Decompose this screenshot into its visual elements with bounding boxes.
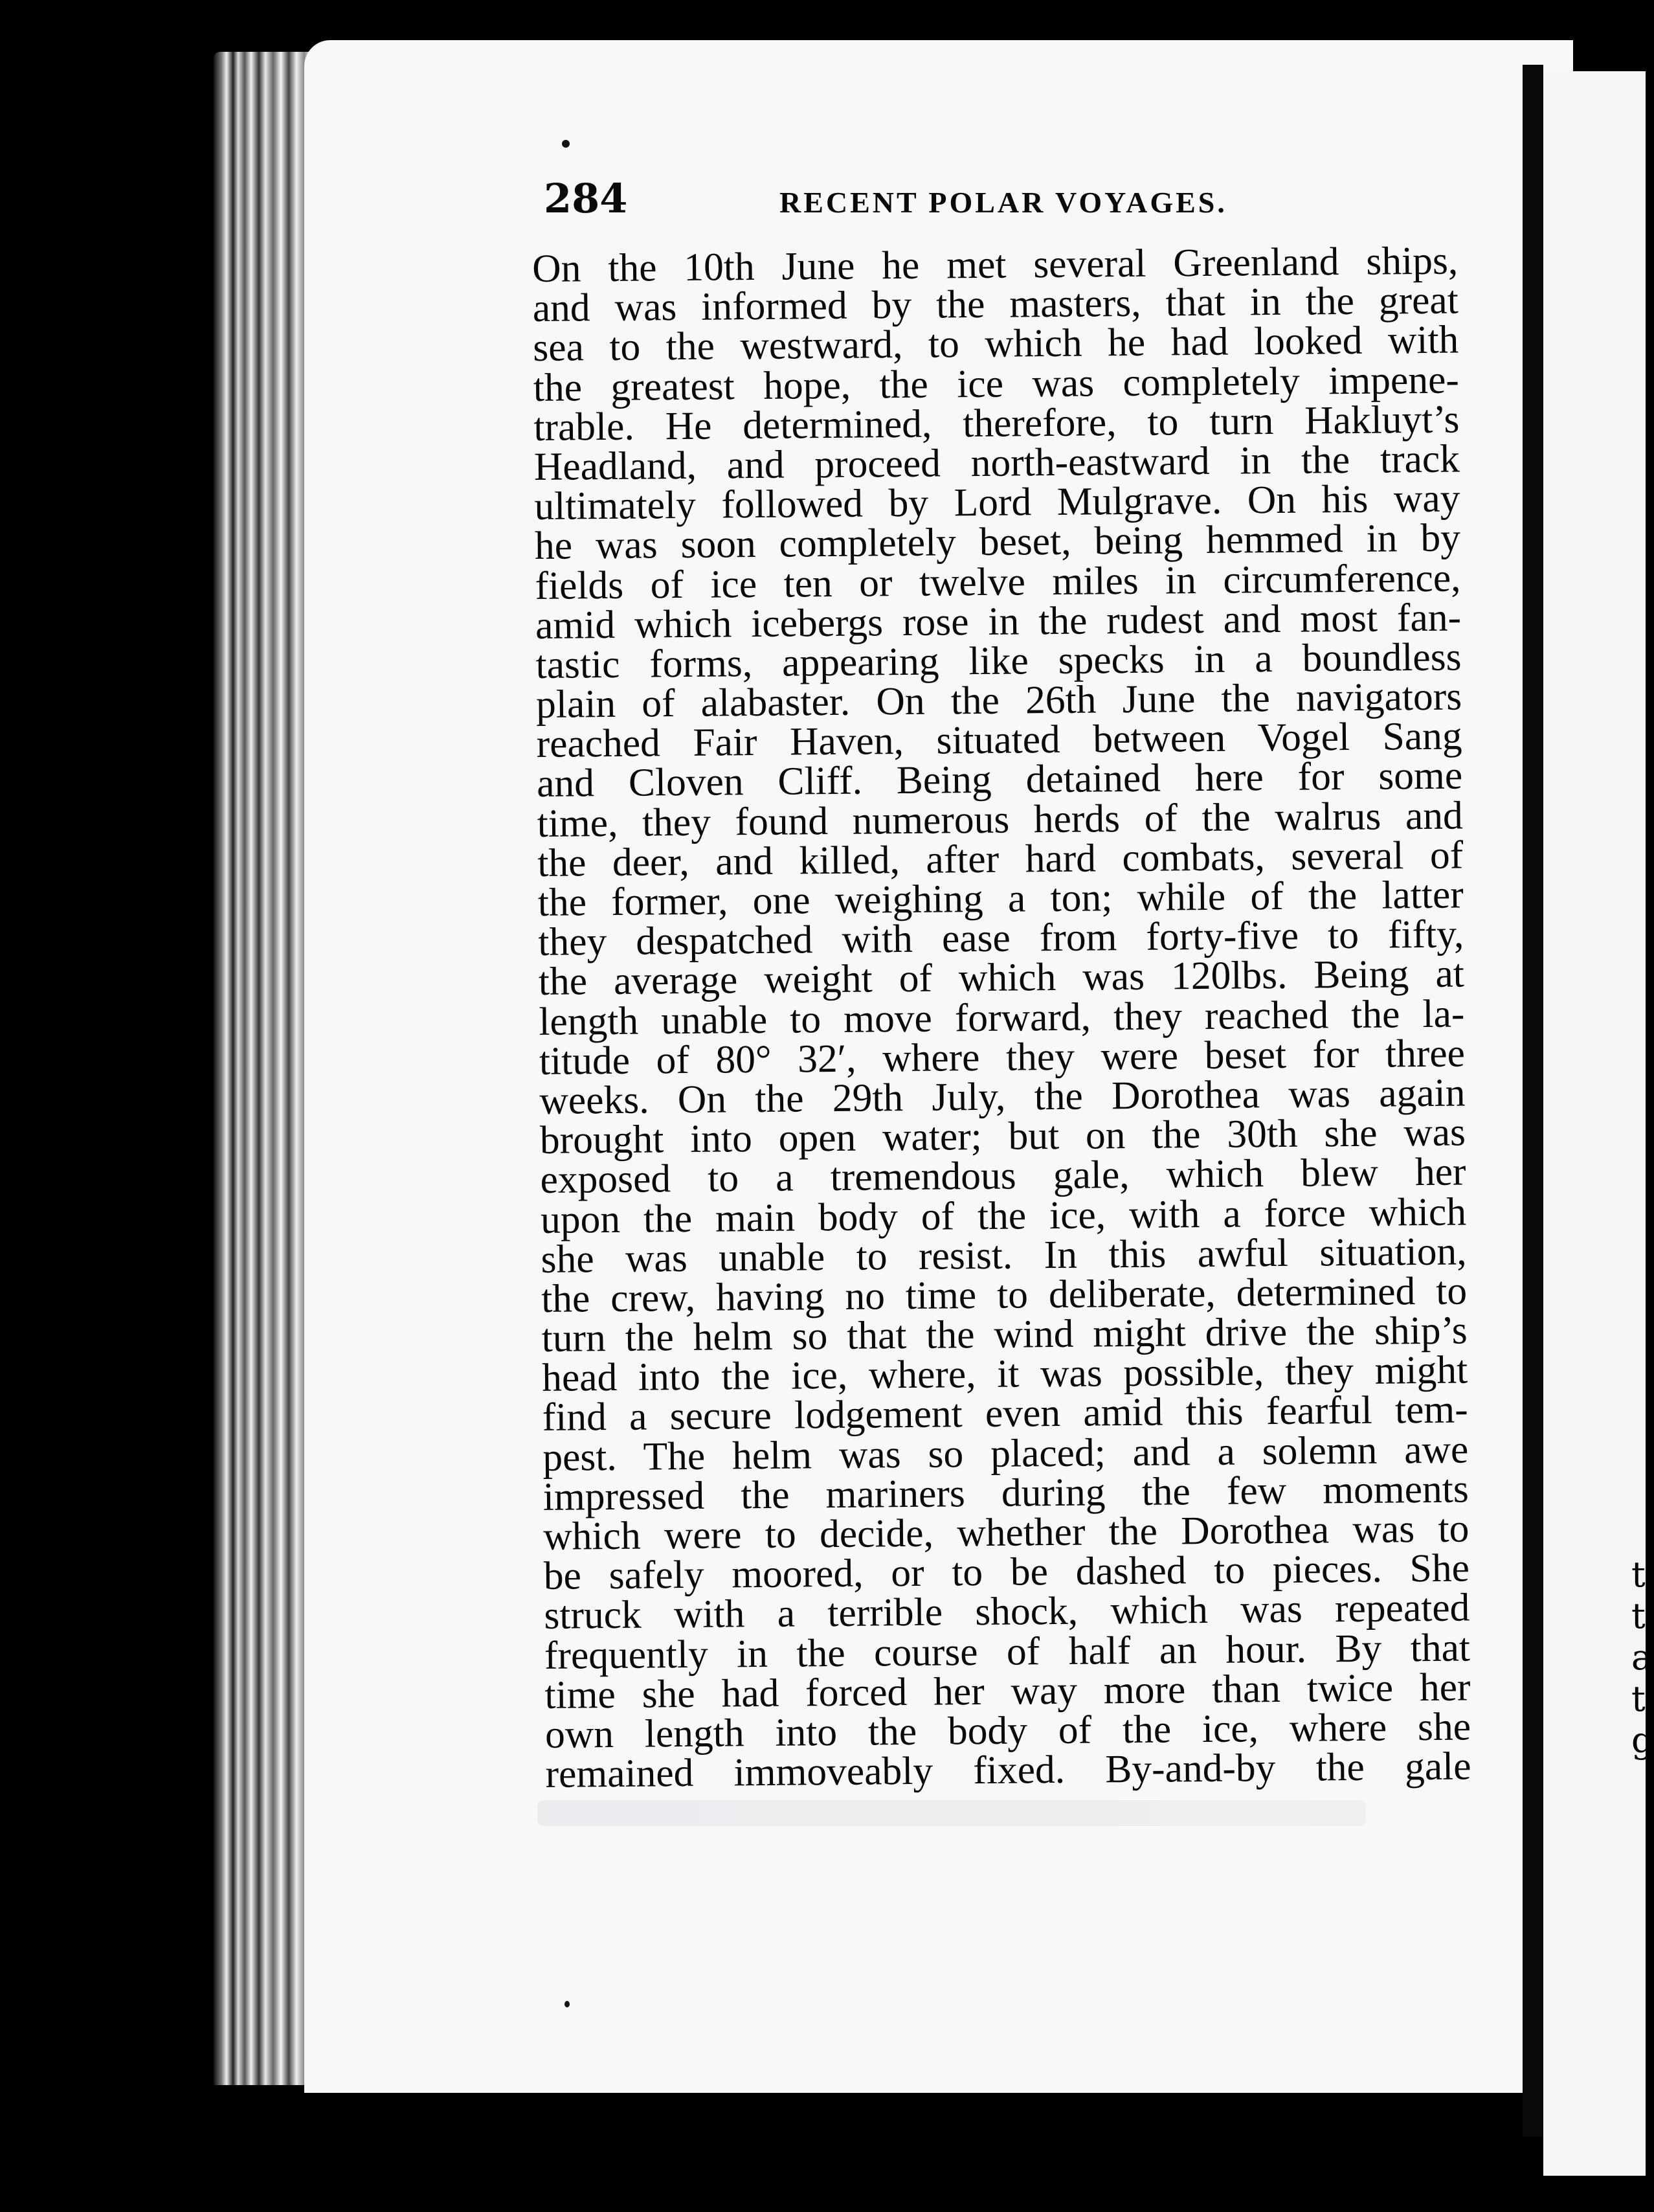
- text-line: amid which icebergs rose in the rudest and most fan-: [535, 595, 1462, 648]
- text-line: time she had forced her way more than twice her: [544, 1665, 1471, 1717]
- bleed-through-text: [537, 1800, 1366, 1826]
- facing-page-char: t: [1631, 1554, 1646, 1595]
- text-line: upon the main body of the ice, with a force which: [540, 1189, 1467, 1242]
- text-line: impressed the mariners during the few moments: [542, 1467, 1470, 1519]
- body-paragraph: [531, 238, 1471, 1797]
- page-number: 284: [544, 175, 628, 222]
- text-line: frequently in the course of half an hour. By that: [544, 1625, 1471, 1678]
- text-line: own length into the body of the ice, where she: [544, 1704, 1471, 1757]
- text-line: the deer, and killed, after hard combats, several of: [537, 833, 1464, 885]
- text-line: turn the helm so that the wind might drive the ship’s: [541, 1308, 1468, 1360]
- text-line: which were to decide, whether the Dorothea was to: [543, 1506, 1470, 1559]
- text-line: fields of ice ten or twelve miles in circumference,: [535, 556, 1461, 608]
- text-line: remained immoveably fixed. By-and-by the gale: [545, 1744, 1471, 1797]
- facing-page-edge: [1543, 71, 1654, 2176]
- text-line: time, they found numerous herds of the walrus and: [537, 793, 1463, 846]
- facing-page-char: t: [1631, 1596, 1646, 1636]
- text-line: and was informed by the masters, that in the great: [532, 278, 1459, 331]
- ink-speck: [562, 140, 570, 148]
- text-line: find a secure lodgement even amid this fearful tem-: [542, 1387, 1468, 1440]
- text-line: Headland, and proceed north-eastward in the track: [533, 436, 1460, 489]
- text-line: tastic forms, appearing like specks in a boundless: [535, 635, 1462, 687]
- text-line: the crew, having no time to deliberate, determined to: [541, 1269, 1468, 1321]
- text-line: pest. The helm was so placed; and a solemn awe: [542, 1427, 1469, 1480]
- text-line: exposed to a tremendous gale, which blew her: [540, 1149, 1466, 1202]
- text-line: the average weight of which was 120lbs. Being at: [538, 951, 1465, 1004]
- facing-page-letters: [1631, 1554, 1654, 1878]
- text-line: plain of alabaster. On the 26th June the navigators: [535, 674, 1462, 727]
- running-head: RECENT POLAR VOYAGES.: [779, 186, 1227, 219]
- facing-page-char: a: [1631, 1637, 1653, 1678]
- text-line: brought into open water; but on the 30th she was: [539, 1110, 1466, 1163]
- page-header: [544, 175, 1463, 233]
- text-line: they despatched with ease from forty-five to fifty,: [538, 912, 1464, 965]
- facing-page-char: t: [1631, 1678, 1646, 1719]
- facing-page-char: g: [1631, 1720, 1654, 1761]
- text-line: titude of 80° 32′, where they were beset for three: [539, 1031, 1466, 1083]
- text-line: trable. He determined, therefore, to turn Hakluyt’s: [533, 397, 1460, 449]
- text-line: length unable to move forward, they reached the la-: [539, 991, 1465, 1044]
- book-gutter: [1523, 65, 1543, 2137]
- text-line: the former, one weighing a ton; while of the latter: [537, 872, 1464, 925]
- text-line: be safely moored, or to be dashed to pieces. She: [543, 1546, 1470, 1599]
- text-line: sea to the westward, to which he had looked with: [533, 317, 1459, 370]
- text-line: weeks. On the 29th July, the Dorothea was again: [539, 1070, 1466, 1123]
- text-line: head into the ice, where, it was possible, they might: [541, 1348, 1468, 1401]
- text-line: On the 10th June he met several Greenland ships,: [531, 238, 1458, 291]
- text-line: and Cloven Cliff. Being detained here for some: [536, 753, 1463, 806]
- text-line: the greatest hope, the ice was completely impene-: [533, 357, 1460, 410]
- ink-speck: [564, 2001, 570, 2007]
- text-line: struck with a terrible shock, which was repeated: [544, 1585, 1470, 1638]
- text-line: she was unable to resist. In this awful situation,: [541, 1229, 1467, 1281]
- text-line: reached Fair Haven, situated between Vogel Sang: [536, 714, 1462, 767]
- text-line: ultimately followed by Lord Mulgrave. On his way: [534, 476, 1460, 529]
- text-line: he was soon completely beset, being hemmed in by: [534, 515, 1461, 569]
